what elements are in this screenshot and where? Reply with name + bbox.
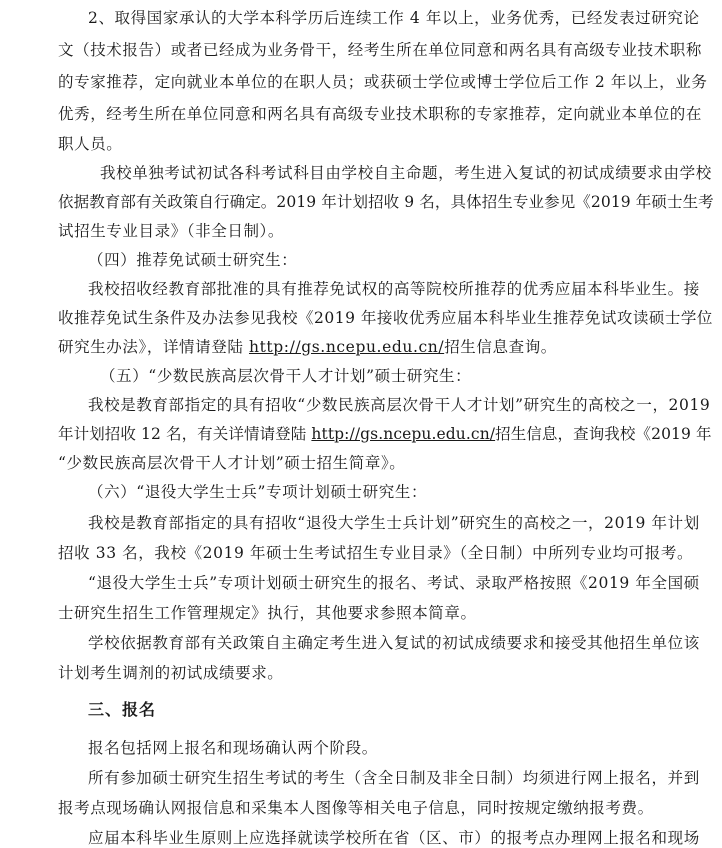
- text-line: 应届本科毕业生原则上应选择就读学校所在省（区、市）的报考点办理网上报名和现场: [88, 829, 700, 847]
- admissions-link[interactable]: http://gs.ncepu.edu.cn/: [248, 338, 445, 356]
- text-fragment: 年计划招收 12 名，有关详情请登陆: [58, 425, 312, 443]
- text-line: [58, 337, 557, 357]
- admissions-link[interactable]: http://gs.ncepu.edu.cn/: [311, 425, 496, 443]
- text-line: 职人员。: [58, 135, 123, 153]
- text-line: 学校依据教育部有关政策自主确定考生进入复试的初试成绩要求和接受其他招生单位该: [88, 634, 700, 652]
- text-line: 我校单独考试初试各科考试科目由学校自主命题，考生进入复试的初试成绩要求由学校: [100, 164, 712, 182]
- text-line: 我校是教育部指定的具有招收“少数民族高层次骨干人才计划”研究生的高校之一，2019: [88, 396, 711, 414]
- text-line: 文（技术报告）或者已经成为业务骨干，经考生所在单位同意和两名具有高级专业技术职称: [58, 41, 703, 59]
- section-heading: （六）“退役大学生士兵”专项计划硕士研究生：: [88, 483, 428, 501]
- text-line: 报考点现场确认网报信息和采集本人图像等相关电子信息，同时按规定缴纳报考费。: [58, 799, 654, 817]
- text-line: 士研究生招生工作管理规定》执行，其他要求参照本简章。: [58, 604, 477, 622]
- text-line: 依据教育部有关政策自行确定。2019 年计划招收 9 名，具体招生专业参见《2019 年硕士生考: [58, 193, 714, 211]
- text-line: “退役大学生士兵”专项计划硕士研究生的报名、考试、录取严格按照《2019 年全国硕: [88, 574, 700, 592]
- text-line: 收推荐免试生条件及办法参见我校《2019 年接收优秀应届本科毕业生推荐免试攻读硕士学位: [58, 309, 713, 327]
- text-line: 的专家推荐，定向就业本单位的在职人员；或获硕士学位或博士学位后工作 2 年以上，业务: [58, 73, 708, 91]
- text-line: 计划考生调剂的初试成绩要求。: [58, 664, 284, 682]
- text-line: 我校是教育部指定的具有招收“退役大学生士兵计划”研究生的高校之一，2019 年计划: [88, 514, 700, 532]
- section-heading: （四）推荐免试硕士研究生：: [88, 251, 298, 269]
- section-title: 三、报名: [88, 700, 157, 719]
- text-fragment: 研究生办法》，详情请登陆: [58, 338, 249, 356]
- text-line: 招收 33 名，我校《2019 年硕士生考试招生专业目录》（全日制）中所列专业均可报考。: [58, 544, 694, 562]
- section-heading: （五）“少数民族高层次骨干人才计划”硕士研究生：: [100, 367, 472, 385]
- text-line: [58, 424, 712, 444]
- text-fragment: 招生信息，查询我校《2019 年: [495, 425, 712, 443]
- text-line: 优秀，经考生所在单位同意和两名具有高级专业技术职称的专家推荐，定向就业本单位的在: [58, 105, 703, 123]
- text-fragment: 招生信息查询。: [444, 338, 557, 356]
- text-line: “少数民族高层次骨干人才计划”硕士招生简章》。: [58, 454, 406, 472]
- text-line: 试招生专业目录》（非全日制）。: [58, 222, 285, 240]
- text-line: 我校招收经教育部批准的具有推荐免试权的高等院校所推荐的优秀应届本科毕业生。接: [88, 280, 700, 298]
- text-line: 报名包括网上报名和现场确认两个阶段。: [88, 739, 378, 757]
- text-line: 所有参加硕士研究生招生考试的考生（含全日制及非全日制）均须进行网上报名，并到: [88, 769, 700, 787]
- text-line: 2、取得国家承认的大学本科学历后连续工作 4 年以上，业务优秀，已经发表过研究论: [88, 9, 700, 27]
